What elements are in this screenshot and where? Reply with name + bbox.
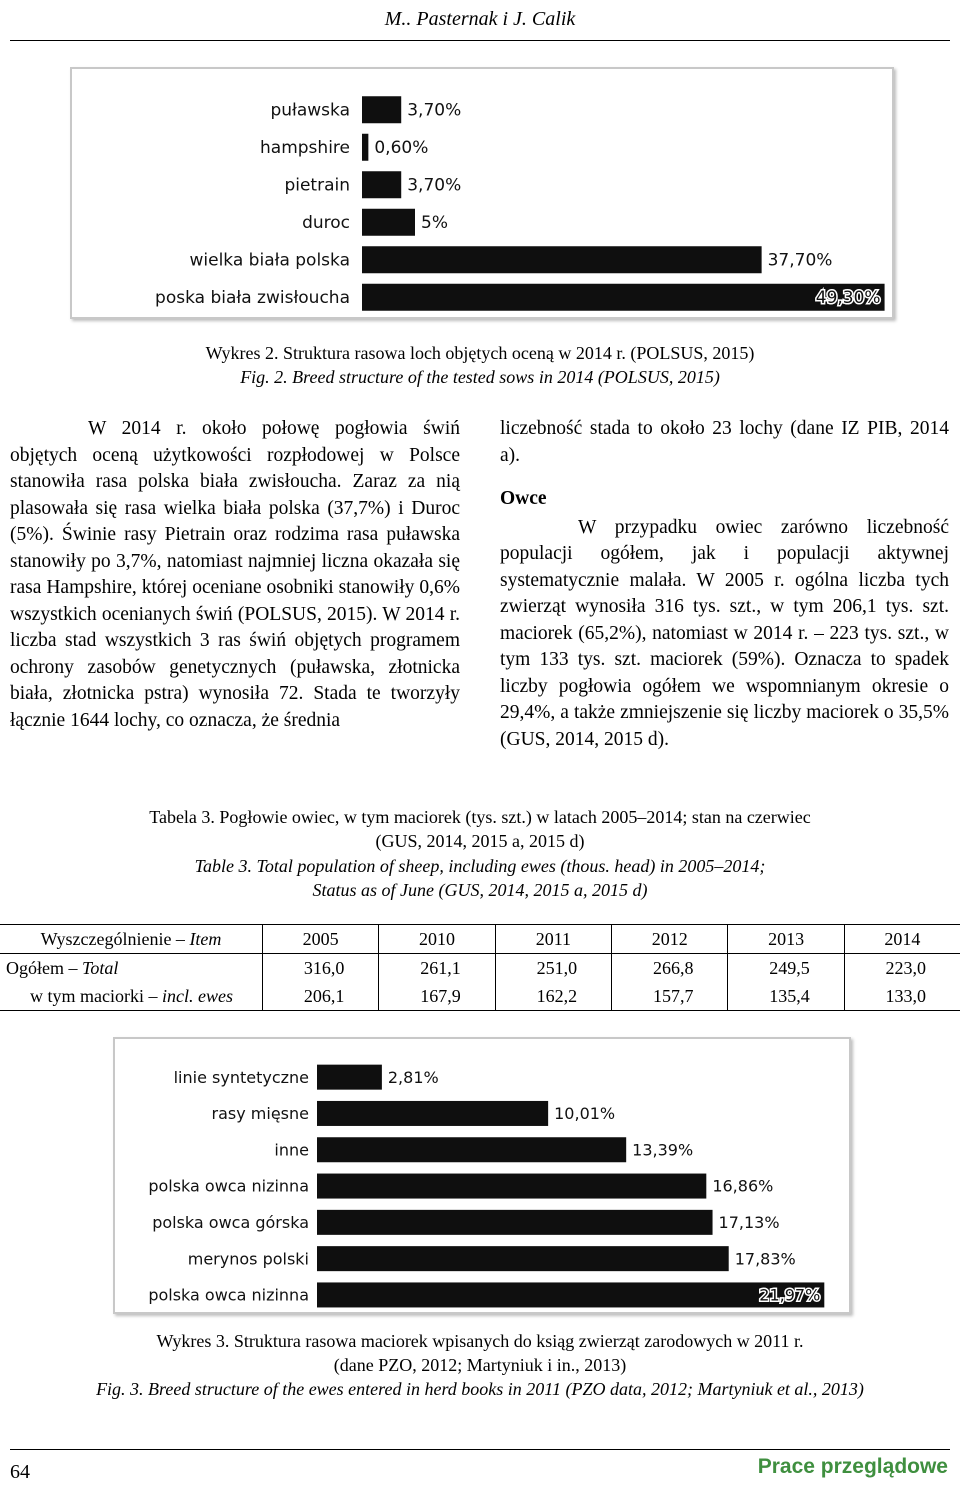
table-3-caption-en-2: Status as of June (GUS, 2014, 2015 a, 2015 d) <box>312 880 648 900</box>
category-label: inne <box>274 1140 309 1160</box>
category-label: linie syntetyczne <box>173 1067 309 1087</box>
category-label: wielka biała polska <box>189 250 350 271</box>
data-label: 5% <box>421 213 448 234</box>
figure-2-svg <box>72 69 892 317</box>
table-row-label <box>0 954 263 983</box>
bar <box>362 246 762 273</box>
figure-2-caption-en: Fig. 2. Breed structure of the tested sows in 2014 (POLSUS, 2015) <box>240 367 720 387</box>
table-cell: 261,1 <box>379 954 495 983</box>
bar <box>317 1174 706 1199</box>
table-cell: 135,4 <box>728 982 844 1011</box>
table-row-total <box>0 954 960 983</box>
row-label-en: Total <box>82 958 119 978</box>
bar <box>317 1065 382 1090</box>
table-row-ewes <box>0 982 960 1011</box>
bar <box>317 1137 626 1162</box>
right-continuation: liczebność stada to około 23 lochy (dane IZ PIB, 2014 a). <box>500 418 949 466</box>
sheep-population-table <box>0 924 960 1011</box>
data-label: 17,13% <box>718 1212 780 1232</box>
page-number: 64 <box>10 1461 30 1483</box>
data-label: 3,70% <box>407 175 462 196</box>
figure-3-caption-pl-1: Wykres 3. Struktura rasowa maciorek wpisanych do ksiąg zwierząt zarodowych w 2011 r. <box>156 1331 804 1351</box>
row-label-en: incl. ewes <box>161 986 233 1006</box>
table-cell: 167,9 <box>379 982 495 1011</box>
table-3-caption-pl-2: (GUS, 2014, 2015 a, 2015 d) <box>375 831 585 851</box>
table-cell: 266,8 <box>612 954 728 983</box>
table-header-year: 2005 <box>263 925 379 954</box>
table-cell: 133,0 <box>844 982 960 1011</box>
data-label: 3,70% <box>407 100 462 121</box>
figure-3-caption-pl-2: (dane PZO, 2012; Martyniuk i in., 2013) <box>333 1355 627 1375</box>
category-label: polska owca nizinna <box>148 1285 309 1305</box>
bar <box>317 1282 824 1307</box>
table-header-year: 2011 <box>495 925 611 954</box>
data-label: 37,70% <box>767 250 833 271</box>
bar <box>317 1246 729 1271</box>
table-cell: 157,7 <box>612 982 728 1011</box>
category-label: merynos polski <box>187 1249 309 1269</box>
table-header-row <box>0 925 960 954</box>
bar <box>362 96 401 123</box>
bar <box>362 284 885 311</box>
bar <box>362 209 415 236</box>
figure-3-caption-en: Fig. 3. Breed structure of the ewes entered in herd books in 2011 (PZO data, 2012; Martyniuk et al., 2013) <box>96 1379 864 1399</box>
table-3-caption-pl-1: Tabela 3. Pogłowie owiec, w tym maciorek (tys. szt.) w latach 2005–2014; stan na czerwiec <box>149 807 811 827</box>
data-label: 13,39% <box>632 1140 694 1160</box>
table-cell: 162,2 <box>495 982 611 1011</box>
section-title-owce: Owce <box>500 488 547 509</box>
data-label: 0,60% <box>374 138 429 159</box>
category-label: rasy mięsne <box>211 1104 309 1124</box>
table-cell: 251,0 <box>495 954 611 983</box>
figure-2-chart <box>70 67 894 319</box>
left-column <box>10 416 460 734</box>
right-column <box>500 416 949 753</box>
header-item-en: Item <box>189 929 222 949</box>
table-header-year: 2013 <box>728 925 844 954</box>
category-label: duroc <box>302 213 350 234</box>
bar <box>362 171 401 198</box>
right-paragraph: W przypadku owiec zarówno liczebność populacji ogółem, jak i populacji aktywnej systematycznie malała. W 2005 r. ogólna liczba tych zwierząt wynosiła 316 tys. szt., w tym 206,1 tys. szt. maciorek (65,2%), natomiast w 2014 r. – 223 tys. szt., w tym 133 tys. szt. maciorek (59%). Oznacza to spadek liczby pogłowia ogółem we wspomnianym okresie o 29,4%, a także zmniejszenie się liczby maciorek o 35,5% (GUS, 2014, 2015 d). <box>500 516 949 750</box>
table-header-year: 2010 <box>379 925 495 954</box>
figure-3-chart <box>113 1037 851 1314</box>
table-header-year: 2014 <box>844 925 960 954</box>
footer-rule <box>10 1449 950 1450</box>
table-cell: 316,0 <box>263 954 379 983</box>
left-paragraph: W 2014 r. około połowę pogłowia świń objętych oceną użytkowości rozpłodowej w Polsce stanowiła rasa polska biała zwisłoucha. Zaraz za nią plasowała się rasa wielka biała polska (37,7%) i Duroc (5%). Świnie rasy Pietrain oraz rodzima rasa puławska stanowiły po 3,7%, natomiast najmniej liczna okazała się rasa Hampshire, której oceniane osobniki stanowiły 0,6% wszystkich ocenianych świń (POLSUS, 2015). W 2014 r. liczba stad wszystkich 3 ras świń objętych programem ochrony zasobów genetycznych (puławska, złotnicka biała, złotnicka pstra) wynosiła 72. Stada te tworzyły łącznie 1644 lochy, co oznacza, że średnia <box>10 418 460 731</box>
table-header-year: 2012 <box>612 925 728 954</box>
row-label-pl: Ogółem – <box>6 958 82 978</box>
running-title: M.. Pasternak i J. Calik <box>384 8 576 30</box>
category-label: poska biała zwisłoucha <box>155 288 350 309</box>
category-label: polska owca nizinna <box>148 1176 309 1196</box>
table-header-item <box>0 925 263 954</box>
data-label: 49,30% <box>815 288 881 309</box>
data-label: 17,83% <box>734 1249 796 1269</box>
table-3-caption-en-1: Table 3. Total population of sheep, including ewes (thous. head) in 2005–2014; <box>194 856 766 876</box>
bar <box>362 134 368 161</box>
category-label: puławska <box>270 100 350 121</box>
header-rule <box>10 40 950 41</box>
table-row-label <box>0 982 263 1011</box>
row-label-pl: w tym maciorki – <box>30 986 162 1006</box>
data-label: 10,01% <box>554 1104 616 1124</box>
category-label: hampshire <box>260 138 350 159</box>
bar <box>317 1210 713 1235</box>
category-label: polska owca górska <box>152 1212 309 1232</box>
category-label: pietrain <box>284 175 350 196</box>
data-label: 16,86% <box>712 1176 774 1196</box>
figure-3-svg <box>115 1039 849 1312</box>
figure-2-caption-pl: Wykres 2. Struktura rasowa loch objętych oceną w 2014 r. (POLSUS, 2015) <box>205 343 755 363</box>
section-label: Prace przeglądowe <box>757 1455 948 1478</box>
bar <box>317 1101 548 1126</box>
data-label: 2,81% <box>387 1067 439 1087</box>
table-cell: 223,0 <box>844 954 960 983</box>
table-cell: 249,5 <box>728 954 844 983</box>
data-label: 21,97% <box>759 1285 821 1305</box>
table-cell: 206,1 <box>263 982 379 1011</box>
header-item-pl: Wyszczególnienie – <box>40 929 190 949</box>
